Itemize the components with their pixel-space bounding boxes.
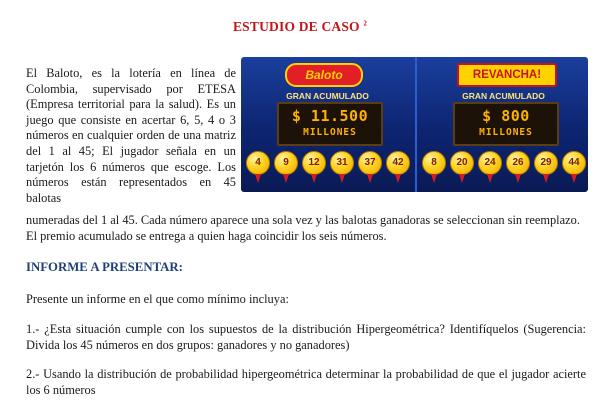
lottery-ball: 24	[478, 151, 502, 175]
jackpot-unit: MILLONES	[479, 127, 533, 138]
present-paragraph: Presente un informe en el que como mínimo incluya:	[26, 292, 289, 306]
revancha-panel	[415, 57, 588, 192]
question-2: 2.- Usando la distribución de probabilidad hipergeométrica determinar la probabilidad de que el jugador acierte los 6 números	[26, 367, 586, 397]
gran-acumulado-label: GRAN ACUMULADO	[286, 91, 369, 101]
lottery-ball: 12	[302, 151, 326, 175]
lottery-ball: 44	[562, 151, 586, 175]
jackpot-amount: $ 800	[482, 107, 530, 125]
lottery-ball: 8	[422, 151, 446, 175]
jackpot-amount: $ 11.500	[291, 107, 369, 125]
title-superscript: 2	[363, 19, 368, 28]
lottery-ball: 29	[534, 151, 558, 175]
revancha-logo: REVANCHA!	[457, 63, 557, 87]
winning-balls	[246, 151, 411, 191]
baloto-logo: Baloto	[285, 63, 363, 87]
lottery-ball: 4	[246, 151, 270, 175]
lottery-ball: 26	[506, 151, 530, 175]
lottery-banner	[241, 57, 588, 192]
jackpot-board	[277, 102, 383, 146]
gran-acumulado-label: GRAN ACUMULADO	[462, 91, 545, 101]
page-title: ESTUDIO DE CASO $^2$	[232, 19, 368, 34]
question-1: 1.- ¿Esta situación cumple con los supuestos de la distribución Hipergeométrica? Identifíquelos (Sugerencia: Divida los 45 números en dos grupos: ganadores y no ganadores)	[26, 322, 586, 352]
intro-paragraph: El Baloto, es la lotería en línea de Colombia, supervisado por ETESA (Empresa territorial para la salud). Es un juego que consiste en acertar 6, 5, 4 o 3 números en cualquier orden de una matriz del 1 al 45; El jugador señala en un tarjetón los 6 números que escoge. Los números están representados en 45 balotas	[26, 66, 236, 205]
lottery-ball: 9	[274, 151, 298, 175]
winning-balls	[422, 151, 587, 191]
jackpot-unit: MILLONES	[303, 127, 357, 138]
section-heading: INFORME A PRESENTAR:	[26, 260, 183, 274]
baloto-panel	[241, 57, 414, 192]
lottery-ball: 31	[330, 151, 354, 175]
jackpot-board	[453, 102, 559, 146]
lottery-ball: 20	[450, 151, 474, 175]
lottery-ball: 42	[386, 151, 410, 175]
intro-continuation: numeradas del 1 al 45. Cada número aparece una sola vez y las balotas ganadoras se seleccionan sin reemplazo. El premio acumulado se entrega a quien haga coincidir los seis números.	[26, 213, 580, 243]
lottery-ball: 37	[358, 151, 382, 175]
